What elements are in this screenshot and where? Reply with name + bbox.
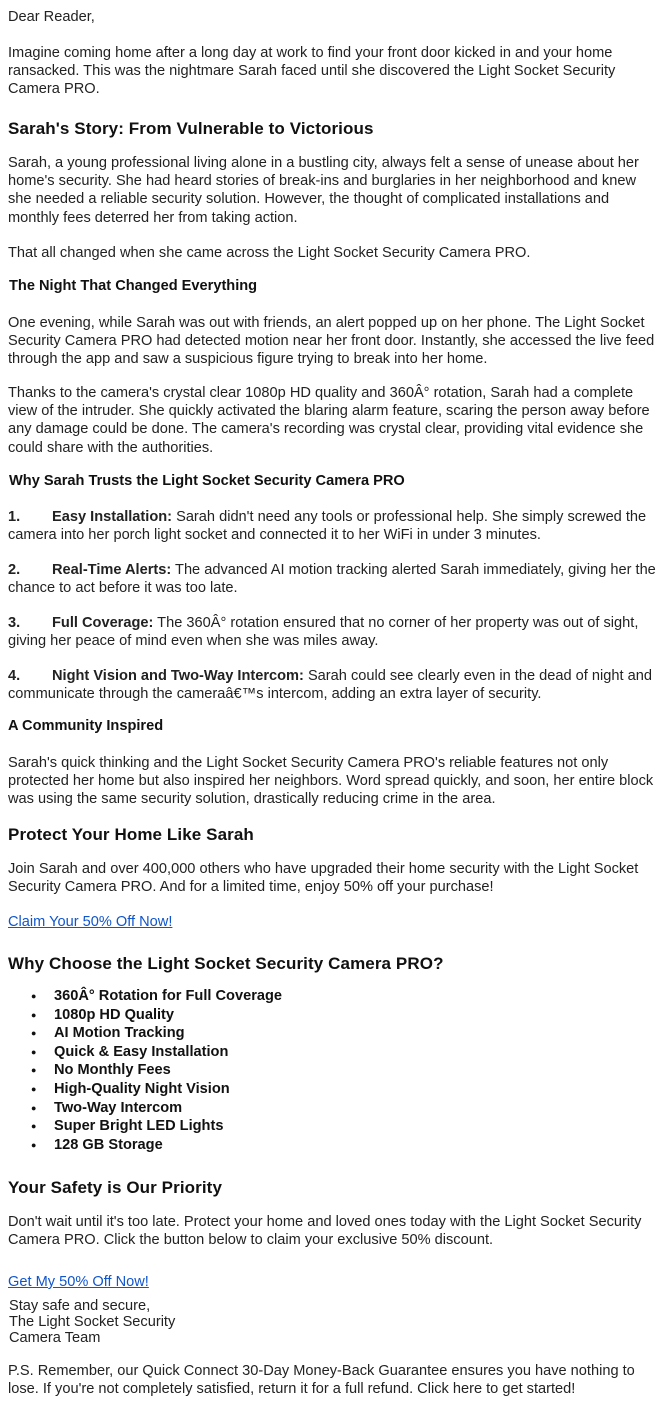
signoff-line-3: Camera Team xyxy=(9,1330,101,1346)
trust-item-3 xyxy=(8,614,660,650)
claim-link-line xyxy=(8,913,660,931)
signoff-line-1: Stay safe and secure, xyxy=(9,1298,151,1314)
night-heading: The Night That Changed Everything xyxy=(9,278,258,294)
story-paragraph-2: That all changed when she came across the Light Socket Security Camera PRO. xyxy=(8,245,531,261)
trust-item-2 xyxy=(8,561,660,597)
feature-item: ● Quick & Easy Installation xyxy=(8,1043,660,1062)
feature-item: ● 128 GB Storage xyxy=(8,1136,660,1155)
night-paragraph-1: One evening, while Sarah was out with friends, an alert popped up on her phone. The Light Socket Security Camera PRO had detected motion near her front door. Instantly, she accessed the live feed through the app and saw a suspicious figure trying to break into her home. xyxy=(8,315,655,368)
item-text: The advanced AI motion tracking alerted Sarah immediately, giving her the chance to act before it was too late. xyxy=(8,562,656,597)
item-number: 3. xyxy=(8,615,21,631)
trusts-heading: Why Sarah Trusts the Light Socket Security Camera PRO xyxy=(9,473,405,489)
item-text: Sarah could see clearly even in the dead of night and communicate through the cameraâ€™s intercom, adding an extra layer of security. xyxy=(8,668,652,703)
item-title: Night Vision and Two-Way Intercom: xyxy=(52,668,304,684)
intro-paragraph: Imagine coming home after a long day at work to find your front door kicked in and your home ransacked. This was the nightmare Sarah faced until she discovered the Light Socket Security Camera PRO. xyxy=(8,45,616,98)
safety-heading: Your Safety is Our Priority xyxy=(8,1178,222,1197)
protect-paragraph: Join Sarah and over 400,000 others who have upgraded their home security with the Light Socket Security Camera PRO. And for a limited time, enjoy 50% off your purchase! xyxy=(8,861,639,896)
feature-item: ● 360Â° Rotation for Full Coverage xyxy=(8,987,660,1006)
ps-paragraph: P.S. Remember, our Quick Connect 30-Day Money-Back Guarantee ensures you have nothing to lose. If you're not completely satisfied, return it for a full refund. Click here to get started! xyxy=(8,1363,635,1398)
trust-item-1 xyxy=(8,508,660,544)
feature-item: ● AI Motion Tracking xyxy=(8,1024,660,1043)
feature-item: ● 1080p HD Quality xyxy=(8,1006,660,1025)
item-text: Sarah didn't need any tools or professional help. She simply screwed the camera into her porch light socket and connected it to her WiFi in under 3 minutes. xyxy=(8,509,647,544)
community-paragraph: Sarah's quick thinking and the Light Socket Security Camera PRO's reliable features not only protected her home but also inspired her neighbors. Word spread quickly, and soon, her entire block was using the same security solution, drastically reducing crime in the area. xyxy=(8,755,654,808)
item-title: Easy Installation: xyxy=(52,509,173,525)
night-paragraph-2: Thanks to the camera's crystal clear 1080p HD quality and 360Â° rotation, Sarah had a complete view of the intruder. She quickly activated the blaring alarm feature, scaring the person away before any damage could be done. The camera's recording was crystal clear, providing vital evidence she could share with the authorities. xyxy=(8,385,650,456)
item-number: 1. xyxy=(8,509,21,525)
item-title: Full Coverage: xyxy=(52,615,154,631)
feature-item: ● No Monthly Fees xyxy=(8,1061,660,1080)
story-paragraph-1: Sarah, a young professional living alone in a bustling city, always felt a sense of unease about her home's security. She had heard stories of break-ins and burglaries in her neighborhood and knew she needed a reliable security solution. However, the thought of complicated installations and monthly fees deterred her from taking action. xyxy=(8,155,639,226)
feature-item: ● Super Bright LED Lights xyxy=(8,1117,660,1136)
story-heading: Sarah's Story: From Vulnerable to Victorious xyxy=(8,119,374,138)
signoff-line-2: The Light Socket Security xyxy=(9,1314,176,1330)
feature-list xyxy=(8,987,660,1154)
item-number: 2. xyxy=(8,562,21,578)
safety-paragraph: Don't wait until it's too late. Protect your home and loved ones today with the Light Socket Security Camera PRO. Click the button below to claim your exclusive 50% discount. xyxy=(8,1214,642,1249)
item-text: The 360Â° rotation ensured that no corner of her property was out of sight, giving her peace of mind even when she was miles away. xyxy=(8,615,639,650)
feature-item: ● Two-Way Intercom xyxy=(8,1099,660,1118)
feature-item: ● High-Quality Night Vision xyxy=(8,1080,660,1099)
why-heading: Why Choose the Light Socket Security Camera PRO? xyxy=(8,954,444,973)
get-offer-link[interactable]: Get My 50% Off Now! xyxy=(8,1274,149,1290)
community-heading: A Community Inspired xyxy=(8,718,164,734)
claim-offer-link[interactable]: Claim Your 50% Off Now! xyxy=(8,914,173,930)
greeting: Dear Reader, xyxy=(8,9,95,25)
get-offer-link-line xyxy=(8,1273,660,1291)
item-number: 4. xyxy=(8,668,21,684)
protect-heading: Protect Your Home Like Sarah xyxy=(8,825,254,844)
item-title: Real-Time Alerts: xyxy=(52,562,172,578)
trust-item-4 xyxy=(8,667,660,703)
